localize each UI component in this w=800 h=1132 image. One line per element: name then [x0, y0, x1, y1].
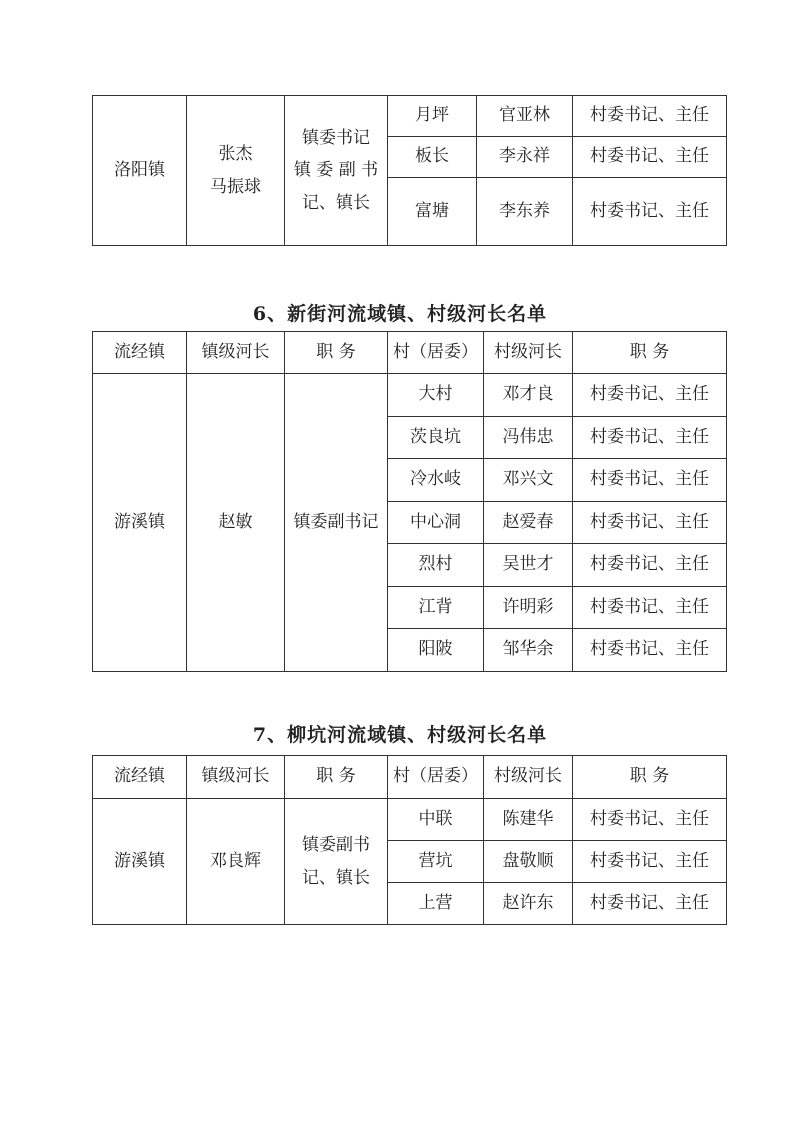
- village-cell: 冷水岐: [388, 459, 484, 502]
- village-leader-cell: 吴世才: [484, 544, 573, 587]
- header-town: 流经镇: [93, 332, 187, 374]
- village-leader-cell: 邓兴文: [484, 459, 573, 502]
- village-cell: 营坑: [388, 841, 484, 883]
- village-cell: 烈村: [388, 544, 484, 587]
- village-duty-cell: 村委书记、主任: [573, 586, 727, 629]
- village-duty-cell: 村委书记、主任: [573, 883, 727, 925]
- village-leader-cell: 陈建华: [484, 799, 573, 841]
- village-leader-cell: 李永祥: [477, 137, 573, 178]
- header-village-leader: 村级河长: [484, 332, 573, 374]
- village-cell: 月坪: [388, 96, 477, 137]
- header-town-leader: 镇级河长: [187, 332, 285, 374]
- town-leader-cell: 赵敏: [187, 374, 285, 672]
- duty-line: 记、镇长: [302, 867, 370, 888]
- village-duty-cell: 村委书记、主任: [573, 374, 727, 417]
- village-leader-cell: 许明彩: [484, 586, 573, 629]
- village-leader-cell: 赵许东: [484, 883, 573, 925]
- header-village-leader: 村级河长: [484, 756, 573, 799]
- river-chief-table-xinjie: [92, 331, 727, 672]
- village-duty-cell: 村委书记、主任: [573, 178, 727, 246]
- village-leader-cell: 盘敬顺: [484, 841, 573, 883]
- town-cell: 游溪镇: [93, 799, 187, 925]
- header-town-leader: 镇级河长: [187, 756, 285, 799]
- village-cell: 上营: [388, 883, 484, 925]
- town-duty-cell: [285, 96, 388, 246]
- village-cell: 江背: [388, 586, 484, 629]
- village-cell: 大村: [388, 374, 484, 417]
- header-town: 流经镇: [93, 756, 187, 799]
- header-town-duty: 职 务: [285, 756, 388, 799]
- village-duty-cell: 村委书记、主任: [573, 629, 727, 672]
- village-leader-cell: 官亚林: [477, 96, 573, 137]
- duty-line: 记、镇长: [302, 192, 370, 213]
- duty-line: 镇委书记: [302, 128, 370, 149]
- table-row: [93, 96, 727, 137]
- village-cell: 中心洞: [388, 501, 484, 544]
- town-leader-name: 张杰: [218, 144, 253, 165]
- village-leader-cell: 赵爱春: [484, 501, 573, 544]
- header-town-duty: 职 务: [285, 332, 388, 374]
- village-cell: 茨良坑: [388, 416, 484, 459]
- town-duty-cell: 镇委副书记: [285, 374, 388, 672]
- town-leader-cell: [187, 96, 285, 246]
- duty-line: 镇 委 副 书: [293, 160, 379, 181]
- village-cell: 板长: [388, 137, 477, 178]
- section-7-title: 7、柳坑河流域镇、村级河长名单: [252, 724, 548, 746]
- village-duty-cell: 村委书记、主任: [573, 799, 727, 841]
- village-cell: 阳陂: [388, 629, 484, 672]
- village-duty-cell: 村委书记、主任: [573, 96, 727, 137]
- table-row: [93, 799, 727, 841]
- town-leader-cell: 邓良辉: [187, 799, 285, 925]
- header-village: 村（居委）: [388, 332, 484, 374]
- section-6-title: 6、新街河流域镇、村级河长名单: [252, 303, 548, 325]
- town-cell: 游溪镇: [93, 374, 187, 672]
- town-cell: 洛阳镇: [93, 96, 187, 246]
- village-duty-cell: 村委书记、主任: [573, 544, 727, 587]
- village-duty-cell: 村委书记、主任: [573, 841, 727, 883]
- river-chief-table-liukeng: [92, 755, 727, 925]
- header-village-duty: 职 务: [573, 332, 727, 374]
- village-duty-cell: 村委书记、主任: [573, 416, 727, 459]
- village-leader-cell: 邓才良: [484, 374, 573, 417]
- town-leader-name: 马振球: [210, 176, 261, 197]
- table-header-row: [93, 756, 727, 799]
- village-leader-cell: 李东养: [477, 178, 573, 246]
- duty-line: 镇委副书: [302, 835, 370, 856]
- village-duty-cell: 村委书记、主任: [573, 137, 727, 178]
- table-header-row: [93, 332, 727, 374]
- village-duty-cell: 村委书记、主任: [573, 459, 727, 502]
- village-leader-cell: 邹华余: [484, 629, 573, 672]
- table-row: [93, 374, 727, 417]
- river-chief-table-luoyang: [92, 95, 727, 246]
- header-village-duty: 职 务: [573, 756, 727, 799]
- header-village: 村（居委）: [388, 756, 484, 799]
- village-cell: 富塘: [388, 178, 477, 246]
- village-leader-cell: 冯伟忠: [484, 416, 573, 459]
- village-duty-cell: 村委书记、主任: [573, 501, 727, 544]
- village-cell: 中联: [388, 799, 484, 841]
- town-duty-cell: [285, 799, 388, 925]
